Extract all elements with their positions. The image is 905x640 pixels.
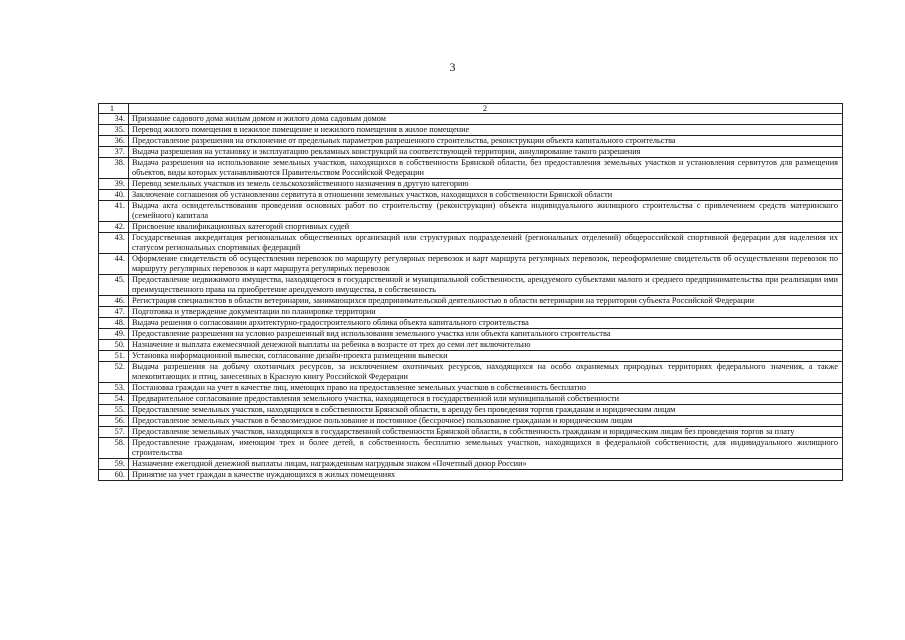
- row-number: 50.: [99, 340, 129, 351]
- table-row: [99, 416, 843, 427]
- service-name: Принятие на учет граждан в качестве нуждающихся в жилых помещениях: [129, 470, 843, 481]
- table-row: [99, 275, 843, 296]
- service-name: Постановка граждан на учет в качестве лиц, имеющих право на предоставление земельных участков в собственность бесплатно: [129, 383, 843, 394]
- row-number: 41.: [99, 201, 129, 222]
- table-row: [99, 201, 843, 222]
- row-number: 52.: [99, 362, 129, 383]
- service-name: Подготовка и утверждение документации по планировке территории: [129, 307, 843, 318]
- row-number: 37.: [99, 147, 129, 158]
- table-row: [99, 340, 843, 351]
- table-row: [99, 114, 843, 125]
- table-row: [99, 179, 843, 190]
- service-name: Предоставление разрешения на отклонение от предельных параметров разрешенного строительства, реконструкции объекта капитального строительства: [129, 136, 843, 147]
- service-name: Выдача акта освидетельствования проведения основных работ по строительству (реконструкции) объекта индивидуального жилищного строительства с привлечением средств материнского (семейного) капитала: [129, 201, 843, 222]
- service-name: Выдача разрешения на добычу охотничьих ресурсов, за исключением охотничьих ресурсов, находящихся на особо охраняемых природных территориях федерального значения, а также млекопитающих и птиц, занесенных в Красную книгу Российской Федерации: [129, 362, 843, 383]
- row-number: 44.: [99, 254, 129, 275]
- table-header-row: [99, 104, 843, 114]
- table-row: [99, 233, 843, 254]
- header-col-1: 1: [99, 104, 129, 114]
- table-row: [99, 351, 843, 362]
- table-row: [99, 222, 843, 233]
- service-name: Назначение и выплата ежемесячной денежной выплаты на ребенка в возрасте от трех до семи лет включительно: [129, 340, 843, 351]
- row-number: 45.: [99, 275, 129, 296]
- row-number: 48.: [99, 318, 129, 329]
- service-name: Выдача решения о согласовании архитектурно-градостроительного облика объекта капитального строительства: [129, 318, 843, 329]
- service-name: Признание садового дома жилым домом и жилого дома садовым домом: [129, 114, 843, 125]
- row-number: 46.: [99, 296, 129, 307]
- table-row: [99, 318, 843, 329]
- table-row: [99, 254, 843, 275]
- service-name: Предоставление земельных участков, находящихся в собственности Брянской области, в аренду без проведения торгов гражданам и юридическим лицам: [129, 405, 843, 416]
- row-number: 43.: [99, 233, 129, 254]
- row-number: 36.: [99, 136, 129, 147]
- table-row: [99, 307, 843, 318]
- row-number: 34.: [99, 114, 129, 125]
- row-number: 60.: [99, 470, 129, 481]
- table-row: [99, 296, 843, 307]
- services-table: [98, 103, 843, 481]
- service-name: Присвоение квалификационных категорий спортивных судей: [129, 222, 843, 233]
- service-name: Назначение ежегодной денежной выплаты лицам, награжденным нагрудным знаком «Почетный донор России»: [129, 459, 843, 470]
- services-table-body: [99, 104, 843, 481]
- table-row: [99, 136, 843, 147]
- row-number: 55.: [99, 405, 129, 416]
- service-name: Регистрация специалистов в области ветеринарии, занимающихся предпринимательской деятельностью в области ветеринарии на территории субъекта Российской Федерации: [129, 296, 843, 307]
- table-row: [99, 190, 843, 201]
- table-row: [99, 427, 843, 438]
- row-number: 51.: [99, 351, 129, 362]
- service-name: Предоставление разрешения на условно разрешенный вид использования земельного участка или объекта капитального строительства: [129, 329, 843, 340]
- header-col-2: 2: [129, 104, 843, 114]
- service-name: Предоставление недвижимого имущества, находящегося в государственной и муниципальной собственности, арендуемого субъектами малого и среднего предпринимательства при реализации ими преимущественного права на приобретение арендуемого имущества, в собственность: [129, 275, 843, 296]
- table-row: [99, 125, 843, 136]
- row-number: 56.: [99, 416, 129, 427]
- service-name: Выдача разрешения на использование земельных участков, находящихся в собственности Брянской области, без предоставления земельных участков и установления сервитутов для размещения объектов, виды которых устанавливаются Правительством Российской Федерации: [129, 158, 843, 179]
- row-number: 39.: [99, 179, 129, 190]
- service-name: Предоставление земельных участков, находящихся в государственной собственности Брянской области, в собственность гражданам и юридическим лицам без проведения торгов за плату: [129, 427, 843, 438]
- table-row: [99, 383, 843, 394]
- row-number: 54.: [99, 394, 129, 405]
- row-number: 59.: [99, 459, 129, 470]
- row-number: 35.: [99, 125, 129, 136]
- service-name: Государственная аккредитация региональных общественных организаций или структурных подразделений (региональных отделений) общероссийской спортивной федерации для наделения их статусом региональных спортивных федераций: [129, 233, 843, 254]
- row-number: 38.: [99, 158, 129, 179]
- table-row: [99, 438, 843, 459]
- row-number: 49.: [99, 329, 129, 340]
- service-name: Выдача разрешения на установку и эксплуатацию рекламных конструкций на соответствующей территории, аннулирование такого разрешения: [129, 147, 843, 158]
- table-row: [99, 394, 843, 405]
- row-number: 47.: [99, 307, 129, 318]
- table-row: [99, 405, 843, 416]
- service-name: Предварительное согласование предоставления земельного участка, находящегося в государственной или муниципальной собственности: [129, 394, 843, 405]
- table-row: [99, 158, 843, 179]
- table-row: [99, 147, 843, 158]
- service-name: Заключение соглашения об установлении сервитута в отношении земельных участков, находящихся в собственности Брянской области: [129, 190, 843, 201]
- row-number: 40.: [99, 190, 129, 201]
- row-number: 53.: [99, 383, 129, 394]
- service-name: Предоставление гражданам, имеющим трех и более детей, в собственность бесплатно земельных участков, находящихся в федеральной собственности, для индивидуального жилищного строительства: [129, 438, 843, 459]
- row-number: 57.: [99, 427, 129, 438]
- table-row: [99, 329, 843, 340]
- service-name: Установка информационной вывески, согласование дизайн-проекта размещения вывески: [129, 351, 843, 362]
- row-number: 42.: [99, 222, 129, 233]
- service-name: Перевод земельных участков из земель сельскохозяйственного назначения в другую категорию: [129, 179, 843, 190]
- service-name: Оформление свидетельств об осуществлении перевозок по маршруту регулярных перевозок и карт маршрута регулярных перевозок, переоформление свидетельств об осуществлении перевозок по маршруту регулярных перевозок и карт маршрута регулярных перевозок: [129, 254, 843, 275]
- service-name: Перевод жилого помещения в нежилое помещение и нежилого помещения в жилое помещение: [129, 125, 843, 136]
- table-row: [99, 459, 843, 470]
- table-row: [99, 362, 843, 383]
- service-name: Предоставление земельных участков в безвозмездное пользование и постоянное (бессрочное) пользование гражданам и юридическим лицам: [129, 416, 843, 427]
- row-number: 58.: [99, 438, 129, 459]
- page-number: 3: [449, 60, 456, 74]
- table-row: [99, 470, 843, 481]
